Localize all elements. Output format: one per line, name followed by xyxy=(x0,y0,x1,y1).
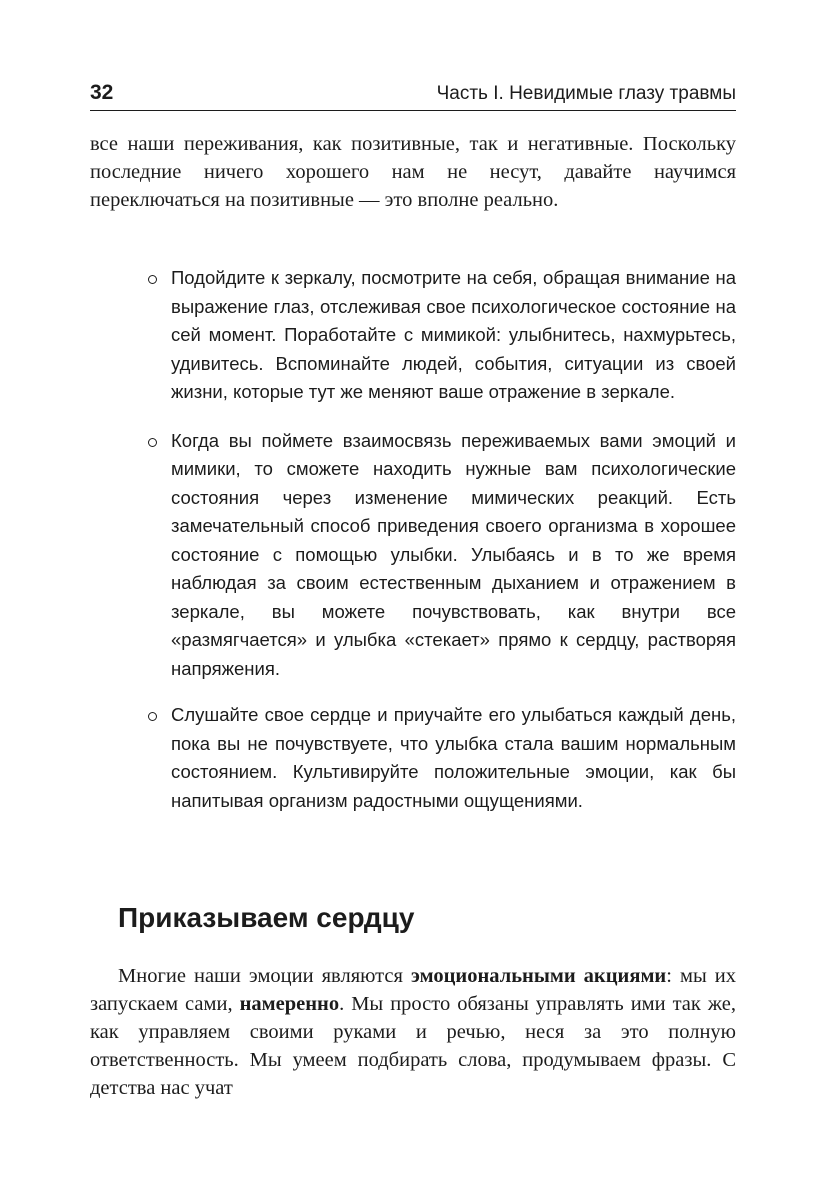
emphasis-text: эмоциональными акциями xyxy=(410,965,667,987)
circle-bullet-icon xyxy=(148,438,157,447)
intro-text: все наши переживания, как позитивные, так и негативные. Поскольку последние ничего хорошего нам не несут, давайте научимся переключаться на позитивные — это вполне реально. xyxy=(90,133,736,211)
paragraph-text: Многие наши эмоции являются xyxy=(118,965,411,987)
bullet-list xyxy=(148,264,736,815)
intro-paragraph xyxy=(90,130,736,214)
list-item-text: Когда вы поймете взаимосвязь переживаемых вами эмоций и мимики, то сможете находить нужные вам психологические состояния через изменение мимических реакций. Есть замечательный способ приведения своего организма в хорошее состояние с помощью улыбки. Улыбаясь и в то же время наблюдая за своим естественным дыханием и отражением в зеркале, вы можете почувствовать, как внутри все «размягчается» и улыбка «стекает» прямо к сердцу, растворяя напряжения. xyxy=(171,429,736,679)
paragraph-text: . Мы просто обязаны управлять ими так же, как управляем своими руками и речью, неся за это полную ответственность. Мы умеем подбирать слова, продумываем фразы. С детства нас учат xyxy=(90,993,736,1099)
circle-bullet-icon xyxy=(148,275,157,284)
page-number: 32 xyxy=(90,81,114,104)
emphasis-text: намеренно xyxy=(239,993,340,1015)
list-item xyxy=(148,701,736,815)
running-head xyxy=(90,76,736,110)
list-item-text: Слушайте свое сердце и приучайте его улыбаться каждый день, пока вы не почувствуете, что улыбка стала вашим нормальным состоянием. Культивируйте положительные эмоции, как бы напитывая организм радостными ощущениями. xyxy=(171,704,736,811)
section-heading: Приказываем сердцу xyxy=(118,902,415,933)
header-rule xyxy=(90,110,736,111)
paragraph-text: : мы их запускаем сами, xyxy=(90,965,736,1015)
list-item-text: Подойдите к зеркалу, посмотрите на себя, обращая внимание на выражение глаз, отслеживая свое психологическое состояние на сей момент. Поработайте с мимикой: улыбнитесь, нахмурьтесь, удивитесь. Вспоминайте людей, события, ситуации из своей жизни, которые тут же меняют ваше отражение в зеркале. xyxy=(171,267,736,402)
list-item xyxy=(148,264,736,407)
list-item xyxy=(148,427,736,684)
section-paragraph xyxy=(90,962,736,1102)
circle-bullet-icon xyxy=(148,712,157,721)
chapter-title: Часть I. Невидимые глазу травмы xyxy=(436,83,736,104)
